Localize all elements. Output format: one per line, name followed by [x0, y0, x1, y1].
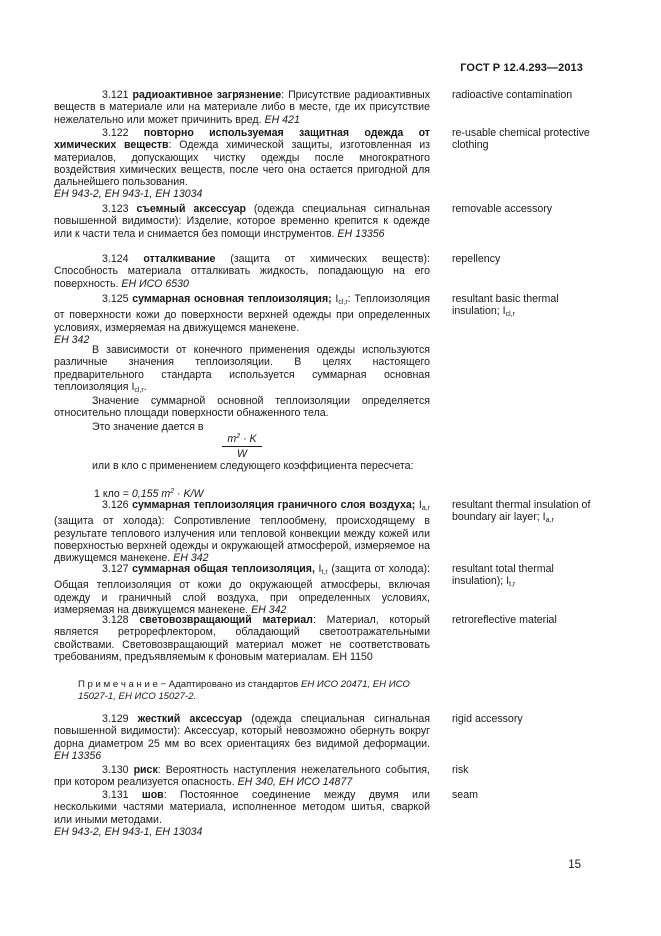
- definition: (защита от холода): Общая теплоизоляция от кожи до окружающей атмосферы, включая одежду и граничный слой воздуха, при определенных условиях, измеряемая на движущемся манекене.: [54, 563, 430, 616]
- english-term-3-128: retroreflective material: [452, 614, 557, 626]
- fraction-denominator: W: [237, 448, 247, 460]
- term: повторно используемая защитная одежда от химических веществ: [54, 127, 430, 152]
- entry-number: 3.121: [102, 89, 133, 101]
- separator: :: [281, 89, 289, 101]
- fraction-bar: [222, 446, 262, 447]
- definition: (одежда специальная сигнальная повышенной видимости): Аксессуар, который невозможно обернуть вокруг дорна диаметром 25 мм во всех ориентациях без видимой деформации.: [54, 713, 430, 750]
- english-term-subscript: t,r: [509, 581, 516, 589]
- unit-fraction: [222, 431, 262, 460]
- entry-3-125: [54, 293, 430, 346]
- source-ref: ЕН 13356: [54, 749, 102, 762]
- definition: Одежда химической защиты, изготовленная из материалов, допускающих чистку одежды после многократного воздействия химических веществ, после чего она остается пригодной для дальнейшего пользования.: [54, 139, 431, 189]
- english-term-3-124: repellency: [452, 253, 501, 265]
- separator: :: [312, 614, 316, 626]
- symbol-subscript: cl,r: [338, 299, 348, 306]
- subscript: cl,r: [134, 386, 144, 394]
- entry-3-124: [54, 253, 430, 290]
- paragraph-clo: или в кло с применением следующего коэффициента пересчета:: [92, 460, 414, 472]
- separator: :: [168, 139, 180, 152]
- entry-number: 3.130: [102, 764, 134, 776]
- definition: Материал, который является ретрорефлектором, обладающий светоотражательными свойствами. Световозвращающий материал может не соответствовать требованиям, предъявляемым к фоновым материалам. ЕН 1150: [54, 614, 430, 663]
- english-term-3-130: risk: [452, 764, 469, 776]
- definition: Вероятность наступления нежелательного события, при котором реализуется опасность.: [54, 764, 430, 789]
- symbol-subscript: a,r: [421, 505, 430, 512]
- entry-number: 3.123: [102, 203, 137, 215]
- entry-3-126: [54, 499, 430, 564]
- note: [78, 679, 430, 702]
- entry-number: 3.127: [102, 563, 133, 575]
- definition: Постоянное соединение между двумя или несколькими частями материала, исполненное методом шитья, сваркой или иными методами.: [54, 789, 430, 826]
- english-term-3-127: [452, 563, 592, 592]
- entry-number: 3.129: [102, 713, 138, 725]
- entry-3-130: [54, 764, 430, 789]
- english-term-3-121: radioactive contamination: [452, 89, 573, 101]
- source-ref: ЕН ИСО 6530: [118, 277, 189, 290]
- paragraph-units-intro: Это значение дается в: [92, 421, 204, 433]
- entry-number: 3.124: [102, 253, 144, 265]
- english-term-3-125: [452, 293, 592, 322]
- note-label: П р и м е ч а н и е: [78, 679, 158, 690]
- english-term-3-123: removable accessory: [452, 203, 553, 215]
- entry-3-121: [54, 89, 430, 126]
- english-term-3-122: re-usable chemical protective clothing: [452, 127, 590, 152]
- term: световозвращающий материал: [139, 614, 313, 626]
- source-ref: ЕН 943-2, ЕН 943-1, ЕН 13034: [54, 188, 203, 201]
- note-text: − Адаптировано из стандартов: [157, 679, 301, 690]
- clo-value-unit: · K/W: [174, 488, 204, 500]
- source-ref: ЕН 943-2, ЕН 943-1, ЕН 13034: [54, 825, 203, 838]
- source-ref: ЕН 13356: [334, 227, 385, 240]
- entry-3-127: [54, 563, 430, 616]
- term: отталкивание: [143, 253, 216, 265]
- english-term-text: resultant total thermal insulation); I: [452, 563, 554, 588]
- term: суммарная общая теплоизоляция,: [132, 563, 315, 575]
- term: суммарная основная теплоизоляция;: [132, 293, 332, 305]
- entry-number: 3.126: [102, 499, 133, 511]
- term: радиоактивное загрязнение: [132, 89, 282, 101]
- term: риск: [133, 764, 158, 776]
- source-ref: ЕН 340, ЕН ИСО 14877: [234, 776, 353, 789]
- entry-number: 3.131: [102, 789, 142, 801]
- symbol: I: [314, 563, 322, 575]
- english-term-3-126: [452, 499, 592, 528]
- entry-3-123: [54, 203, 430, 240]
- term: съемный аксессуар: [136, 203, 246, 215]
- clo-label: 1 кло =: [94, 488, 132, 500]
- source-ref: ЕН 342: [170, 552, 209, 565]
- term: шов: [141, 789, 164, 801]
- source-ref: ЕН 421: [261, 113, 300, 126]
- definition: Теплоизоляция от поверхности кожи до поверхности верхней одежды при определенных условиях, измеряемая на движущемся манекене.: [54, 293, 430, 334]
- definition: (одежда специальная сигнальная повышенной видимости): Изделие, которое временно крепится к одежде или к части тела и снимается без помощи инструментов.: [54, 203, 430, 240]
- entry-number: 3.125: [102, 293, 133, 305]
- english-term-subscript: a,r: [545, 517, 554, 525]
- source-ref: ЕН 342: [248, 603, 287, 616]
- symbol: I: [418, 499, 422, 511]
- entry-3-131: [54, 789, 430, 838]
- separator: :: [347, 293, 351, 305]
- paragraph-text: В зависимости от конечного применения одежды используются различные значения теплоизоляции. В целях настоящего предварительного стандарта используется суммарная основная теплоизоляция I: [54, 344, 430, 393]
- english-term-3-129: rigid accessory: [452, 713, 523, 725]
- definition: Присутствие радиоактивных веществ в материале или на материале либо в месте, где их присутствие нежелательно или может причинить вред.: [54, 89, 430, 126]
- entry-number: 3.128: [102, 614, 140, 626]
- separator: :: [163, 789, 167, 801]
- note-refs: ЕН ИСО 20471, ЕН ИСО 15027-1, ЕН ИСО 15027-2.: [78, 679, 410, 702]
- symbol: I: [331, 293, 339, 305]
- paragraph-usage: [54, 344, 430, 397]
- separator: :: [157, 764, 161, 776]
- clo-value-sup: 2: [170, 488, 175, 495]
- fraction-numerator: $m^2 \cdot K$: [227, 433, 257, 445]
- clo-value: 0,155 m: [131, 488, 171, 500]
- entry-3-122: [54, 127, 430, 201]
- paragraph-area: Значение суммарной основной теплоизоляции определяется относительно площади поверхности обнаженного тела.: [54, 395, 430, 420]
- source-ref: ЕН 342: [54, 333, 90, 346]
- english-term-3-131: seam: [452, 789, 478, 801]
- term: жесткий аксессуар: [137, 713, 243, 725]
- term: суммарная теплоизоляция граничного слоя воздуха;: [132, 499, 416, 511]
- entry-number: 3.122: [102, 127, 144, 139]
- paragraph-end: .: [143, 380, 147, 393]
- english-term-subscript: cl,r: [505, 311, 515, 319]
- page-number: 15: [568, 859, 581, 871]
- entry-3-128: [54, 614, 430, 663]
- english-term-text: resultant basic thermal insulation; I: [452, 293, 559, 318]
- definition: (защита от химических веществ): Способность материала отталкивать жидкость, попадающую на его поверхность.: [54, 253, 430, 290]
- symbol-subscript: t,r: [321, 569, 328, 576]
- english-term-text: resultant thermal insulation of boundary air layer; I: [452, 499, 591, 524]
- definition: (защита от холода): Сопротивление теплообмену, происходящему в результате теплового излучения или тепловой конвекции между кожей или поверхностью верхней одежды и окружающей атмосферой, измеряемое на движущемся манекене.: [54, 515, 430, 565]
- standard-header: ГОСТ Р 12.4.293—2013: [460, 62, 583, 74]
- entry-3-129: [54, 713, 430, 762]
